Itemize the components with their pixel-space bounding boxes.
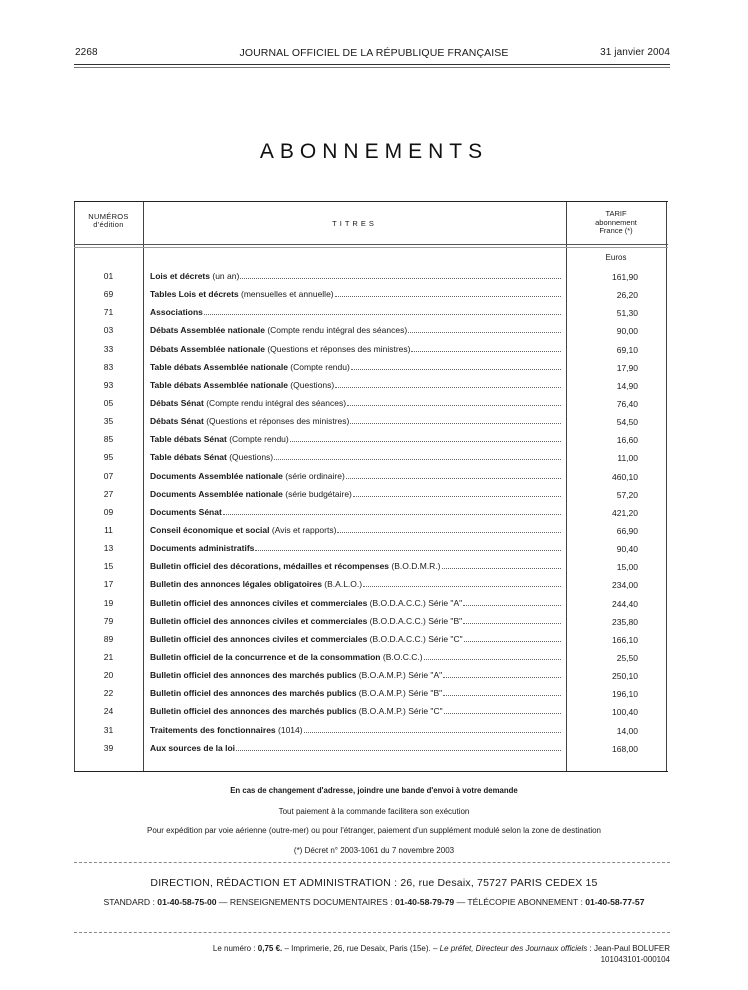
column-header-number-line1: NUMÉROS [88, 212, 129, 221]
leader-dots [335, 290, 561, 297]
dashed-divider [74, 862, 670, 863]
subscription-price: 16,60 [616, 435, 638, 446]
subscription-price: 244,40 [612, 598, 638, 609]
row-title-detail: (Questions) [287, 379, 335, 390]
subscription-price: 66,90 [616, 525, 638, 536]
subscription-price: 76,40 [616, 398, 638, 409]
row-title [150, 507, 561, 517]
table-row [74, 540, 666, 558]
edition-number: 69 [103, 289, 114, 300]
row-title-detail: (série budgétaire) [282, 488, 352, 499]
row-title-text [150, 325, 408, 335]
page-number: 2268 [75, 47, 98, 58]
row-title [150, 452, 561, 462]
decree-note: (*) Décret n° 2003-1061 du 7 novembre 2003 [293, 846, 455, 855]
subscription-price: 14,00 [616, 725, 638, 736]
row-title-detail: (mensuelles et annuelle) [238, 289, 334, 300]
table-row [74, 286, 666, 304]
address-change-note: En cas de changement d'adresse, joindre une bande d'envoi à votre demande [230, 786, 518, 795]
row-title [150, 289, 561, 299]
column-header-tarif-line1: TARIF [605, 209, 627, 218]
edition-number: 20 [103, 670, 114, 681]
row-title-detail: (Questions) [226, 452, 274, 463]
row-title-text [150, 598, 463, 608]
row-title-text [150, 471, 346, 481]
column-header-tarif-line3: France (*) [599, 226, 633, 235]
row-title-main: Débats Sénat [150, 397, 204, 408]
row-title-main: Lois et décrets [150, 271, 210, 281]
row-title-main: Documents Sénat [150, 506, 222, 517]
row-title-detail: (Avis et rapports) [269, 524, 337, 535]
row-title-text [150, 434, 290, 444]
leader-dots [290, 435, 561, 442]
row-title-detail: (Compte rendu intégral des séances) [203, 397, 347, 408]
leader-dots [443, 671, 561, 678]
row-title-detail: (B.O.D.M.R.) [389, 561, 441, 572]
row-title [150, 706, 561, 716]
table-row [74, 576, 666, 594]
row-title-text [150, 543, 255, 553]
row-title [150, 362, 561, 372]
row-title [150, 325, 561, 335]
leader-dots [337, 526, 561, 533]
leader-dots [346, 472, 561, 479]
edition-number: 39 [103, 742, 114, 753]
table-row [74, 722, 666, 740]
leader-dots [204, 308, 561, 315]
row-title-detail: (B.O.D.A.C.C.) Série "A" [367, 597, 463, 608]
table-body [74, 268, 666, 758]
subscription-price: 166,10 [612, 634, 638, 645]
docs-phone: 01-40-58-79-79 [394, 897, 455, 907]
row-title [150, 579, 561, 589]
subscription-table [74, 201, 668, 772]
row-title [150, 434, 561, 444]
edition-number: 89 [103, 633, 114, 644]
row-title-text [150, 271, 240, 281]
leader-dots [350, 417, 561, 424]
row-title-text [150, 670, 443, 680]
row-title [150, 652, 561, 662]
row-title-detail: (Compte rendu intégral des séances) [264, 325, 408, 336]
row-title-main: Bulletin officiel des annonces des marchés publics [150, 688, 357, 699]
edition-number: 13 [103, 543, 114, 554]
row-title-detail: (Questions et réponses des ministres) [203, 416, 350, 427]
row-title-detail: (série ordinaire) [282, 470, 345, 481]
table-row [74, 685, 666, 703]
leader-dots [255, 544, 561, 551]
docs-label: — RENSEIGNEMENTS DOCUMENTAIRES : [216, 897, 395, 907]
edition-number: 22 [103, 688, 114, 699]
edition-number: 85 [103, 434, 114, 445]
table-row [74, 431, 666, 449]
fax-phone: 01-40-58-77-57 [585, 897, 645, 907]
row-title-main: Table débats Assemblée nationale [150, 361, 288, 372]
row-title [150, 525, 561, 535]
issue-price: 0,75 €. [257, 944, 283, 953]
leader-dots [424, 653, 561, 660]
subscription-price: 161,90 [612, 272, 638, 282]
row-title-text [150, 634, 464, 644]
row-title-detail: (B.O.A.M.P.) Série "A" [356, 670, 443, 681]
table-row [74, 449, 666, 467]
edition-number: 17 [103, 579, 114, 590]
leader-dots [443, 689, 561, 696]
row-title-main: Table débats Sénat [150, 452, 227, 463]
row-title-main: Traitements des fonctionnaires [150, 724, 276, 735]
column-header-number-line2: d'édition [93, 220, 124, 229]
leader-dots [408, 326, 561, 333]
row-title [150, 471, 561, 481]
row-title-detail: (B.O.C.C.) [380, 651, 423, 662]
edition-number: 95 [103, 452, 114, 463]
edition-number: 01 [103, 271, 114, 281]
edition-number: 21 [103, 651, 114, 662]
subscription-price: 234,00 [612, 580, 638, 591]
row-title-main: Table débats Assemblée nationale [150, 379, 288, 390]
edition-number: 24 [103, 706, 114, 717]
row-title-text [150, 706, 444, 716]
subscription-price: 168,00 [612, 743, 638, 754]
row-title-detail: (Questions et réponses des ministres) [264, 343, 411, 354]
row-title-main: Bulletin officiel des annonces civiles et commerciales [150, 615, 368, 626]
edition-number: 27 [103, 488, 114, 499]
row-title-detail: (1014) [275, 724, 303, 735]
row-title-text [150, 725, 304, 735]
leader-dots [347, 399, 561, 406]
table-row [74, 304, 666, 322]
contact-line [74, 897, 674, 907]
row-title-main: Documents Assemblée nationale [150, 470, 283, 481]
row-title-text [150, 489, 353, 499]
row-title-main: Aux sources de la loi [150, 742, 236, 753]
subscription-price: 100,40 [612, 707, 638, 718]
row-title-main: Bulletin officiel des annonces civiles et commerciales [150, 633, 368, 644]
standard-label: STANDARD : [103, 897, 158, 907]
subscription-price: 26,20 [616, 290, 638, 301]
leader-dots [442, 562, 561, 569]
prefect-title: Le préfet, Directeur des Journaux officiels [439, 944, 588, 953]
row-title-text [150, 452, 274, 462]
row-title [150, 271, 561, 281]
subscription-price: 250,10 [612, 671, 638, 682]
footer-line [74, 944, 670, 953]
table-row [74, 631, 666, 649]
row-title-text [150, 561, 442, 571]
row-title-text [150, 616, 463, 626]
table-row [74, 322, 666, 340]
row-title-text [150, 507, 223, 517]
leader-dots [236, 744, 561, 751]
row-title [150, 688, 561, 698]
table-row [74, 522, 666, 540]
column-header-number [74, 213, 143, 229]
header-separator-secondary [74, 247, 668, 248]
row-title-text [150, 362, 351, 372]
row-title-main: Documents Assemblée nationale [150, 488, 283, 499]
leader-dots [223, 508, 561, 515]
table-row [74, 703, 666, 721]
subscription-price: 421,20 [612, 507, 638, 518]
edition-number: 33 [103, 343, 114, 354]
air-mail-note: Pour expédition par voie aérienne (outre-mer) ou pour l'étranger, paiement d'un supplément modulé selon la zone de destination [146, 826, 601, 835]
table-row [74, 558, 666, 576]
header-rule-secondary [74, 67, 670, 68]
subscription-price: 235,80 [612, 616, 638, 627]
row-title-detail: (Compte rendu) [226, 434, 289, 445]
row-title-main: Débats Sénat [150, 416, 204, 427]
payment-note: Tout paiement à la commande facilitera son exécution [278, 807, 470, 816]
row-title [150, 725, 561, 735]
subscription-price: 196,10 [612, 689, 638, 700]
row-title-detail: (B.O.A.M.P.) Série "B" [356, 688, 443, 699]
edition-number: 11 [104, 524, 113, 535]
row-title-text [150, 743, 236, 753]
table-border-right [666, 202, 667, 771]
leader-dots [335, 381, 561, 388]
subscription-price: 51,30 [616, 308, 638, 319]
table-row [74, 413, 666, 431]
table-row [74, 740, 666, 758]
row-title-main: Associations [150, 307, 203, 318]
row-title-detail: (B.O.D.A.C.C.) Série "C" [367, 633, 463, 644]
row-title-detail: (B.O.D.A.C.C.) Série "B" [367, 615, 463, 626]
standard-phone: 01-40-58-75-00 [157, 897, 217, 907]
table-row [74, 395, 666, 413]
dashed-divider-footer [74, 932, 670, 933]
row-title-text [150, 579, 363, 589]
edition-number: 83 [103, 361, 114, 372]
edition-number: 71 [103, 307, 114, 318]
row-title-text [150, 289, 335, 299]
row-title-main: Documents administratifs [150, 543, 255, 554]
row-title [150, 380, 561, 390]
row-title-main: Bulletin officiel des annonces civiles et commerciales [150, 597, 368, 608]
row-title-text [150, 380, 335, 390]
row-title [150, 634, 561, 644]
row-title-text [150, 652, 424, 662]
row-title-text [150, 344, 411, 354]
edition-number: 19 [103, 597, 114, 608]
edition-number: 07 [103, 470, 114, 481]
journal-title: JOURNAL OFFICIEL DE LA RÉPUBLIQUE FRANÇAISE [239, 47, 509, 59]
edition-number: 05 [103, 397, 114, 408]
row-title-main: Bulletin des annonces légales obligatoires [150, 579, 322, 590]
row-title [150, 398, 561, 408]
table-row [74, 341, 666, 359]
edition-number: 15 [103, 561, 114, 572]
leader-dots [411, 345, 561, 352]
leader-dots [351, 363, 561, 370]
subscription-price: 54,50 [616, 417, 638, 428]
header-rule [74, 64, 670, 65]
header-separator [74, 244, 668, 245]
edition-number: 79 [103, 615, 114, 626]
subscription-price: 460,10 [612, 471, 638, 482]
table-row [74, 377, 666, 395]
edition-number: 35 [103, 416, 114, 427]
subscription-price: 69,10 [616, 344, 638, 355]
table-row [74, 504, 666, 522]
row-title-main: Bulletin officiel des annonces des marchés publics [150, 706, 357, 717]
subscription-price: 15,00 [616, 562, 638, 573]
row-title [150, 307, 561, 317]
row-title-detail: (B.O.A.M.P.) Série "C" [356, 706, 443, 717]
row-title [150, 416, 561, 426]
leader-dots [463, 617, 561, 624]
table-row [74, 268, 666, 286]
row-title [150, 743, 561, 753]
subscription-price: 11,00 [617, 453, 638, 464]
row-title-main: Débats Assemblée nationale [150, 343, 265, 354]
table-row [74, 468, 666, 486]
row-title [150, 489, 561, 499]
row-title-detail: (B.A.L.O.) [321, 579, 363, 590]
table-row [74, 613, 666, 631]
row-title-main: Bulletin officiel de la concurrence et de la consommation [150, 651, 381, 662]
director-name: : Jean-Paul BOLUFER [587, 944, 670, 953]
leader-dots [463, 599, 561, 606]
table-row [74, 667, 666, 685]
row-title [150, 616, 561, 626]
subscription-price: 25,50 [616, 652, 638, 663]
row-title [150, 543, 561, 553]
row-title-main: Bulletin officiel des annonces des marchés publics [150, 670, 357, 681]
leader-dots [444, 707, 561, 714]
edition-number: 03 [103, 325, 114, 336]
page-title: ABONNEMENTS [259, 140, 489, 163]
row-title-detail: (un an) [210, 271, 240, 281]
direction-address: DIRECTION, RÉDACTION ET ADMINISTRATION : 26, rue Desaix, 75727 PARIS CEDEX 15 [150, 877, 598, 889]
row-title-detail: (Compte rendu) [287, 361, 350, 372]
table-row [74, 649, 666, 667]
table-row [74, 359, 666, 377]
leader-dots [274, 453, 561, 460]
subscription-price: 14,90 [616, 380, 638, 391]
subscription-price: 90,00 [616, 326, 638, 337]
edition-number: 09 [103, 506, 114, 517]
subscription-price: 90,40 [616, 544, 638, 555]
row-title [150, 670, 561, 680]
leader-dots [363, 580, 561, 587]
row-title-main: Débats Assemblée nationale [150, 325, 265, 336]
column-header-tarif [566, 210, 666, 236]
edition-number: 93 [103, 379, 114, 390]
edition-number: 31 [103, 724, 114, 735]
table-row [74, 595, 666, 613]
table-row [74, 486, 666, 504]
row-title [150, 598, 561, 608]
row-title-main: Conseil économique et social [150, 524, 270, 535]
row-title-text [150, 398, 347, 408]
row-title-text [150, 416, 350, 426]
row-title [150, 561, 561, 571]
row-title-text [150, 307, 204, 317]
printer-info: – Imprimerie, 26, rue Desaix, Paris (15e). – [282, 944, 440, 953]
leader-dots [240, 272, 561, 279]
row-title-main: Tables Lois et décrets [150, 289, 239, 300]
issue-price-label: Le numéro : [212, 944, 258, 953]
row-title-text [150, 525, 337, 535]
document-code: 101043101-000104 [600, 955, 670, 964]
subscription-price: 17,90 [616, 362, 638, 373]
row-title-main: Table débats Sénat [150, 434, 227, 445]
leader-dots [304, 726, 561, 733]
subscription-price: 57,20 [616, 489, 638, 500]
fax-label: — TÉLÉCOPIE ABONNEMENT : [454, 897, 586, 907]
leader-dots [353, 490, 561, 497]
column-header-tarif-line2: abonnement [595, 217, 637, 227]
column-header-titles: TITRES [332, 219, 377, 228]
issue-date: 31 janvier 2004 [600, 47, 670, 58]
row-title [150, 344, 561, 354]
row-title-text [150, 688, 443, 698]
row-title-main: Bulletin officiel des décorations, médailles et récompenses [150, 561, 390, 572]
currency-label: Euros [605, 253, 627, 262]
leader-dots [464, 635, 561, 642]
